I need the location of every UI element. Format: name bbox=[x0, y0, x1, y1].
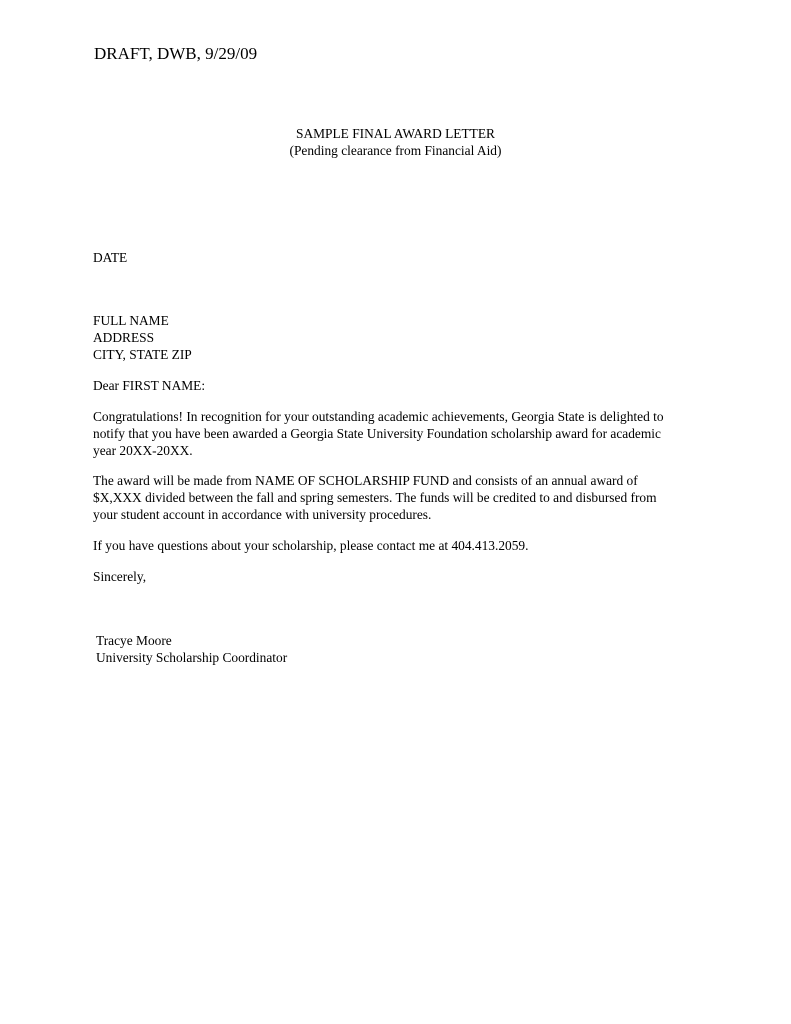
closing: Sincerely, bbox=[93, 569, 147, 584]
award-line: your student account in accordance with university procedures. bbox=[93, 507, 432, 522]
recipient-city-state-zip: CITY, STATE ZIP bbox=[93, 347, 192, 362]
salutation: Dear FIRST NAME: bbox=[93, 378, 206, 393]
signature-title: University Scholarship Coordinator bbox=[96, 650, 288, 665]
award-line: The award will be made from NAME OF SCHOLARSHIP FUND and consists of an annual award of bbox=[93, 473, 638, 488]
award-line: $X,XXX divided between the fall and spring semesters. The funds will be credited to and disbursed from bbox=[93, 490, 657, 505]
signature-name: Tracye Moore bbox=[96, 633, 172, 648]
award-paragraph bbox=[93, 472, 703, 523]
recipient-name: FULL NAME bbox=[93, 313, 169, 328]
draft-note: DRAFT, DWB, 9/29/09 bbox=[94, 44, 258, 63]
letter-date: DATE bbox=[93, 250, 128, 265]
letter-title: SAMPLE FINAL AWARD LETTER bbox=[296, 126, 495, 141]
congrats-line: Congratulations! In recognition for your outstanding academic achievements, Georgia State is delighted to bbox=[93, 409, 664, 424]
contact-paragraph: If you have questions about your scholarship, please contact me at 404.413.2059. bbox=[93, 538, 529, 553]
congrats-line: notify that you have been awarded a Georgia State University Foundation scholarship award for academic bbox=[93, 426, 661, 441]
congrats-line: year 20XX-20XX. bbox=[93, 443, 193, 458]
recipient-address: ADDRESS bbox=[93, 330, 155, 345]
congrats-paragraph bbox=[93, 408, 703, 459]
letter-subtitle: (Pending clearance from Financial Aid) bbox=[289, 143, 502, 158]
letter-title-block bbox=[0, 125, 791, 159]
